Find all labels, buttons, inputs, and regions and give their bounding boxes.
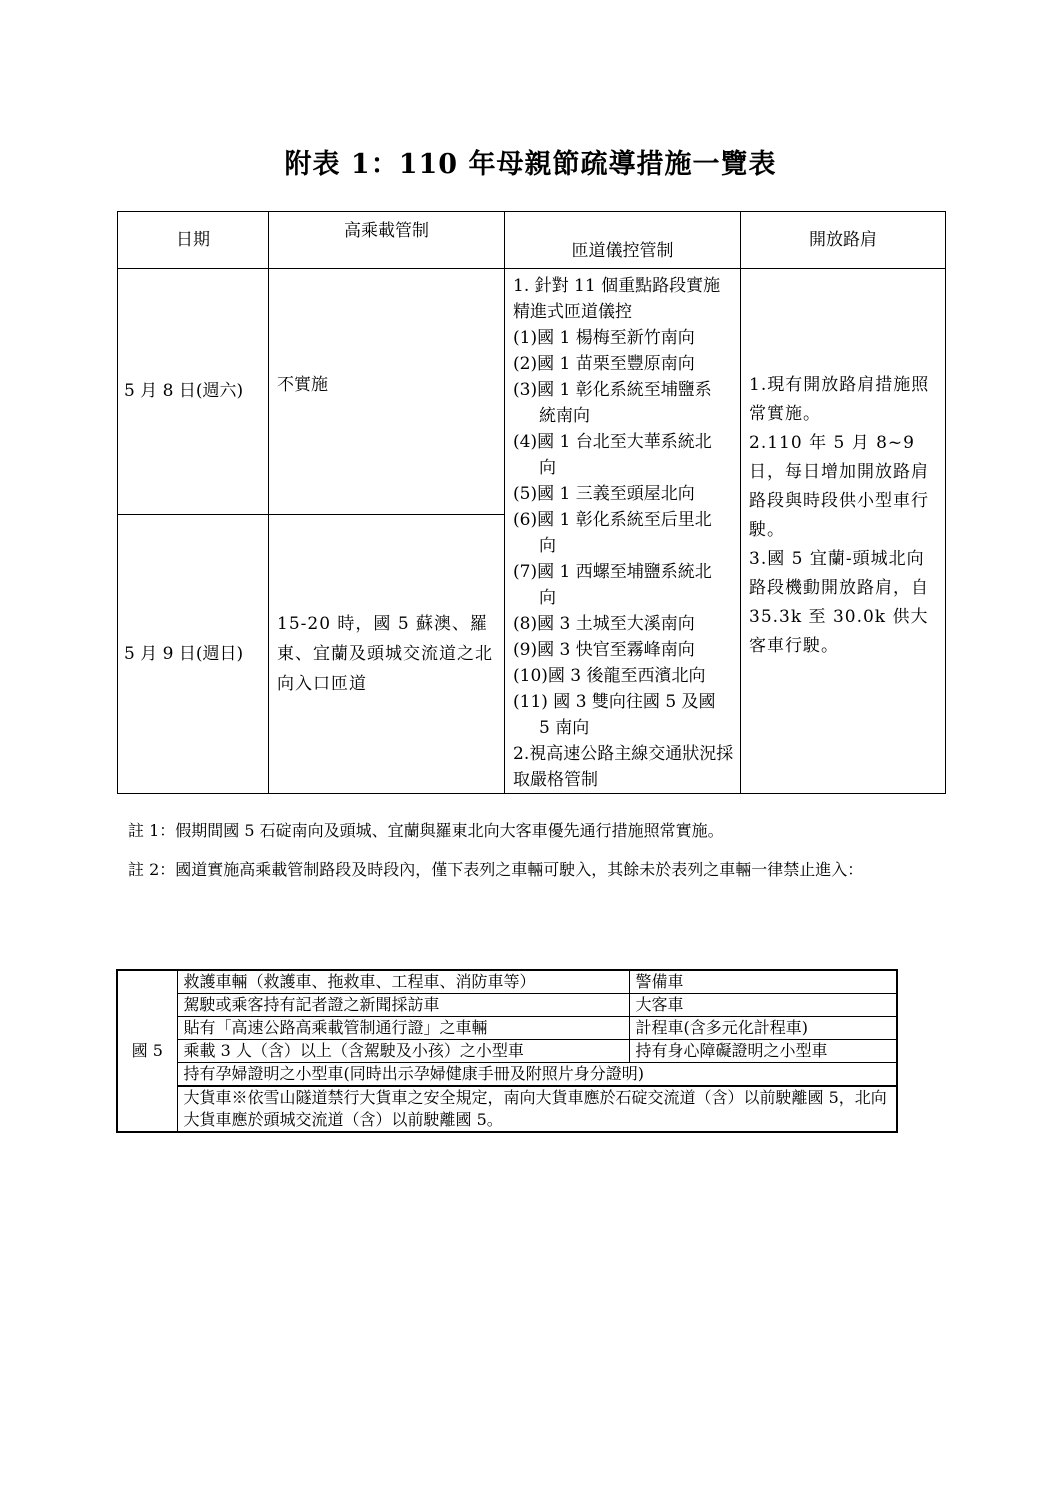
ramp-item: (10)國 3 後龍至西濱北向 <box>513 666 706 686</box>
ramp-item: (2)國 1 苗栗至豐原南向 <box>513 354 695 374</box>
ramp-item: 向 <box>539 458 556 478</box>
shoulder-cell <box>741 269 946 794</box>
table-row <box>117 1017 897 1040</box>
ramp-item: 向 <box>539 536 556 556</box>
ramp-item: (3)國 1 彰化系統至埔鹽系 <box>513 380 712 400</box>
table-row <box>117 970 897 994</box>
header-shoulder: 開放路肩 <box>741 212 946 269</box>
table-row <box>117 1086 897 1132</box>
header-hov: 高乘載管制 <box>269 212 505 269</box>
table-row <box>118 269 946 515</box>
table-header-row <box>118 212 946 269</box>
shoulder-item: 3.國 5 宜蘭-頭城北向路段機動開放路肩，自 35.3k 至 30.0k 供大客車行駛。 <box>749 549 929 656</box>
ramp-item: 統南向 <box>539 406 590 426</box>
ramp-item: 5 南向 <box>539 718 590 738</box>
note-2: 註 2：國道實施高乘載管制路段及時段內，僅下表列之車輛可駛入，其餘未於表列之車輛一律禁止進入： <box>128 860 864 879</box>
shoulder-list <box>749 371 937 661</box>
hov-text: 15-20 時，國 5 蘇澳、羅東、宜蘭及頭城交流道之北向入口匝道 <box>277 613 493 694</box>
ramp-item: (9)國 3 快官至霧峰南向 <box>513 640 695 660</box>
hov-cell <box>269 269 505 515</box>
ramp-item: 向 <box>539 588 556 608</box>
ramp-item: 2.視高速公路主線交通狀況採取嚴格管制 <box>513 744 734 790</box>
hov-text: 不實施 <box>277 375 328 396</box>
measures-table <box>117 211 946 794</box>
allowed-cell: 持有身心障礙證明之小型車 <box>629 1040 897 1063</box>
allowed-cell: 警備車 <box>629 970 897 994</box>
ramp-item: (6)國 1 彰化系統至后里北 <box>513 510 712 530</box>
hov-cell <box>269 514 505 793</box>
ramp-item: (1)國 1 楊梅至新竹南向 <box>513 328 695 348</box>
allowed-cell: 駕駛或乘客持有記者證之新聞採訪車 <box>177 994 629 1017</box>
shoulder-item: 2.110 年 5 月 8~9 日，每日增加開放路肩路段與時段供小型車行駛。 <box>749 433 929 540</box>
ramp-item: (4)國 1 台北至大華系統北 <box>513 432 712 452</box>
ramp-list <box>513 273 734 793</box>
route-label: 國 5 <box>117 970 177 1132</box>
ramp-cell <box>505 269 741 794</box>
allowed-cell: 貼有「高速公路高乘載管制通行證」之車輛 <box>177 1017 629 1040</box>
shoulder-item: 1.現有開放路肩措施照常實施。 <box>749 375 930 424</box>
ramp-item: (11) 國 3 雙向往國 5 及國 <box>513 692 716 712</box>
ramp-item: (5)國 1 三義至頭屋北向 <box>513 484 695 504</box>
allowed-vehicles-table <box>116 969 898 1133</box>
allowed-cell: 計程車(含多元化計程車) <box>629 1017 897 1040</box>
allowed-cell: 乘載 3 人（含）以上（含駕駛及小孩）之小型車 <box>177 1040 629 1063</box>
header-ramp: 匝道儀控管制 <box>505 212 741 269</box>
page-title: 附表 1：110 年母親節疏導措施一覽表 <box>284 149 777 180</box>
date-cell: 5 月 9 日(週日) <box>118 514 269 793</box>
allowed-cell: 持有孕婦證明之小型車(同時出示孕婦健康手冊及附照片身分證明) <box>177 1063 897 1087</box>
ramp-item: (8)國 3 土城至大溪南向 <box>513 614 695 634</box>
table-row <box>117 1040 897 1063</box>
allowed-cell: 大客車 <box>629 994 897 1017</box>
header-date: 日期 <box>118 212 269 269</box>
ramp-item: (7)國 1 西螺至埔鹽系統北 <box>513 562 712 582</box>
note-1: 註 1：假期間國 5 石碇南向及頭城、宜蘭與羅東北向大客車優先通行措施照常實施。 <box>128 821 724 840</box>
table-row <box>117 1063 897 1087</box>
table-row <box>117 994 897 1017</box>
ramp-item: 1. 針對 11 個重點路段實施精進式匝道儀控 <box>513 276 721 322</box>
truck-rule-cell: 大貨車※依雪山隧道禁行大貨車之安全規定，南向大貨車應於石碇交流道（含）以前駛離國 5，北向大貨車應於頭城交流道（含）以前駛離國 5。 <box>177 1086 897 1132</box>
date-cell: 5 月 8 日(週六) <box>118 269 269 515</box>
allowed-cell: 救護車輛（救護車、拖救車、工程車、消防車等） <box>177 970 629 994</box>
